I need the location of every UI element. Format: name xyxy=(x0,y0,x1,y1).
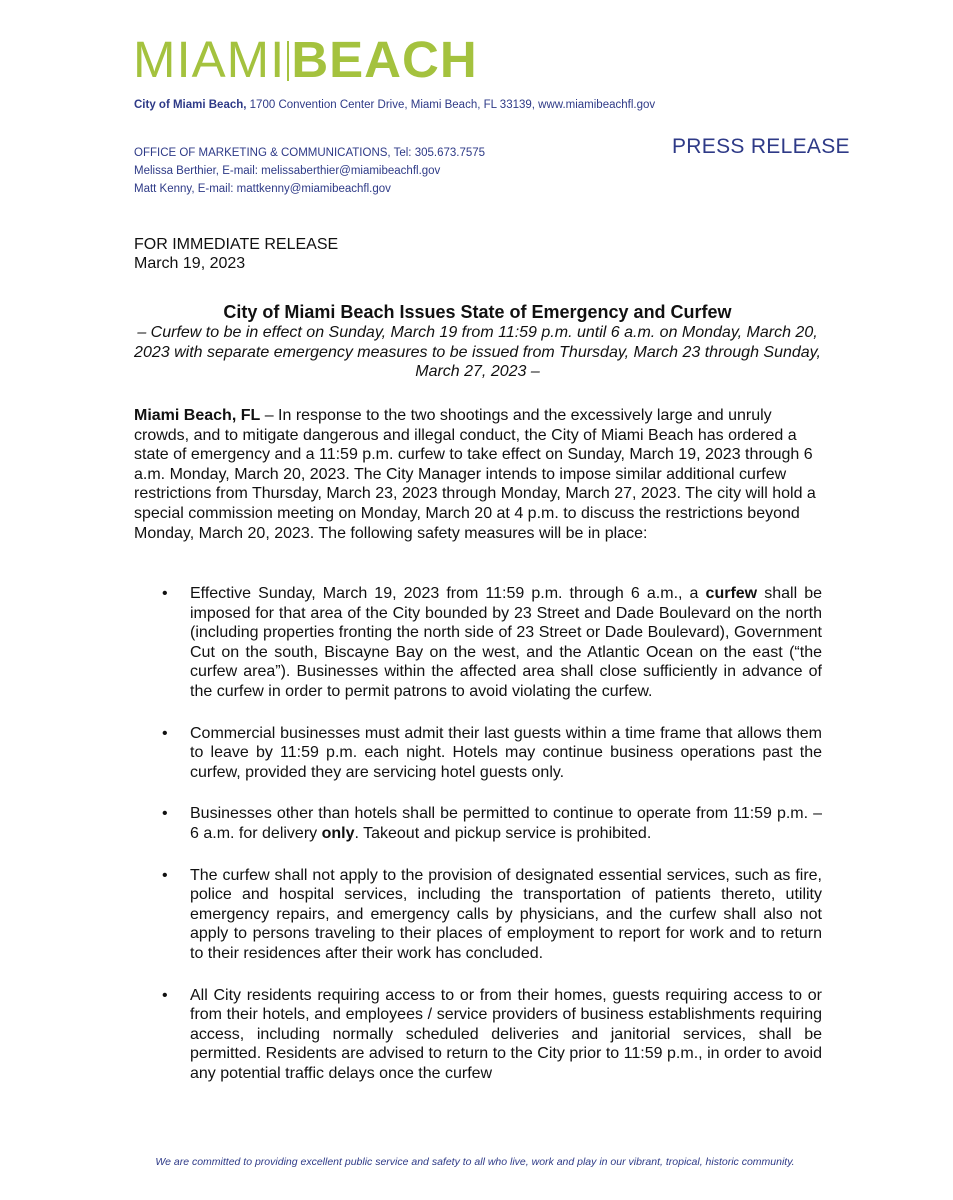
intro-text: – In response to the two shootings and the excessively large and unruly crowds, and to mitigate dangerous and illegal conduct, the City of Miami Beach has ordered a state of emergency and a 11:59 p.m. curfew to take effect on Sunday, March 19, 2023 through 6 a.m. Monday, March 20, 2023. The City Manager intends to impose similar additional curfew restrictions from Thursday, March 23, 2023 through Monday, March 27, 2023. The city will hold a special commission meeting on Monday, March 20 at 4 p.m. to discuss the restrictions beyond Monday, March 20, 2023. The following safety measures will be in place: xyxy=(134,407,816,542)
bullet-marker: • xyxy=(162,585,168,602)
org-address-line xyxy=(134,99,655,111)
bullet-text: Commercial businesses must admit their last guests within a time frame that allows them to leave by 11:59 p.m. each night. Hotels may continue business operations past the curfew, provided they are servicing hotel guests only. xyxy=(190,724,822,781)
intro-paragraph xyxy=(134,406,822,543)
bullet-emphasis: curfew xyxy=(705,585,758,602)
bullet-emphasis: only xyxy=(321,824,355,842)
bullet-text: The curfew shall not apply to the provision of designated essential services, such as fire, police and hospital services, including the transportation of patients thereto, utility emergency repairs, and emergency calls by physicians, and the curfew shall also not apply to persons traveling to their places of employment to report for work and to return to their residences after their work has concluded. xyxy=(190,866,822,962)
bullet-marker: • xyxy=(162,866,168,884)
bullet-marker: • xyxy=(162,724,168,742)
bullet-text: Effective Sunday, March 19, 2023 from 11:59 p.m. through 6 a.m., a xyxy=(190,585,706,602)
list-item xyxy=(134,804,822,843)
bullet-text: shall be imposed for that area of the City bounded by 23 Street and Dade Boulevard on the north (including properties fronting the north side of 23 Street or Dade Boulevard), Government Cut on the south, Biscayne Bay on the west, and the Atlantic Ocean on the east (“the curfew area”). Businesses within the affected area shall close sufficiently in advance of the curfew in order to permit patrons to avoid violating the curfew. xyxy=(190,585,823,700)
release-date: March 19, 2023 xyxy=(134,255,246,272)
bullet-text: All City residents requiring access to or from their homes, guests requiring access to or from their hotels, and employees / service providers of business establishments requiring access, including normally scheduled deliveries and janitorial services, shall be permitted. Residents are advised to return to the City prior to 11:59 p.m., in order to avoid any potential traffic delays once the curfew xyxy=(190,986,822,1082)
bullet-marker: • xyxy=(162,986,168,1004)
org-address: 1700 Convention Center Drive, Miami Beach, FL 33139, www.miamibeachfl.gov xyxy=(246,99,656,111)
safety-measures-list xyxy=(134,584,822,1083)
org-name: City of Miami Beach, xyxy=(134,99,247,111)
bullet-text: . Takeout and pickup service is prohibited. xyxy=(354,824,652,842)
contact-kenny: Matt Kenny, E-mail: mattkenny@miamibeachfl.gov xyxy=(134,183,391,195)
list-item xyxy=(134,866,822,964)
headline-subtitle: – Curfew to be in effect on Sunday, March 19 from 11:59 p.m. until 6 a.m. on Monday, March 20, 2023 with separate emergency measures to be issued from Thursday, March 23 through Sunday, March 27, 2023 – xyxy=(134,324,821,380)
bullet-text: Businesses other than hotels shall be permitted to continue to operate from 11:59 p.m. – 6 a.m. for delivery xyxy=(190,805,822,842)
contact-berthier: Melissa Berthier, E-mail: melissaberthier@miamibeachfl.gov xyxy=(134,165,441,177)
footer-tagline: We are committed to providing excellent public service and safety to all who live, work and play in our vibrant, tropical, historic community. xyxy=(155,1156,795,1168)
press-release-label: PRESS RELEASE xyxy=(672,135,850,158)
logo-divider xyxy=(287,41,289,81)
headline-title: City of Miami Beach Issues State of Emergency and Curfew xyxy=(223,302,732,322)
release-info xyxy=(134,235,338,273)
release-status: FOR IMMEDIATE RELEASE xyxy=(134,236,339,253)
logo-miami-text: MIAMI xyxy=(133,31,286,88)
bullet-marker: • xyxy=(162,805,168,823)
office-line: OFFICE OF MARKETING & COMMUNICATIONS, Tel: 305.673.7575 xyxy=(134,147,486,159)
list-item xyxy=(134,724,822,783)
office-contact-block xyxy=(134,144,485,198)
list-item xyxy=(134,584,822,702)
miami-beach-logo xyxy=(133,32,478,88)
list-item xyxy=(134,986,822,1084)
logo-beach-text: BEACH xyxy=(291,31,478,88)
dateline: Miami Beach, FL xyxy=(134,407,261,424)
